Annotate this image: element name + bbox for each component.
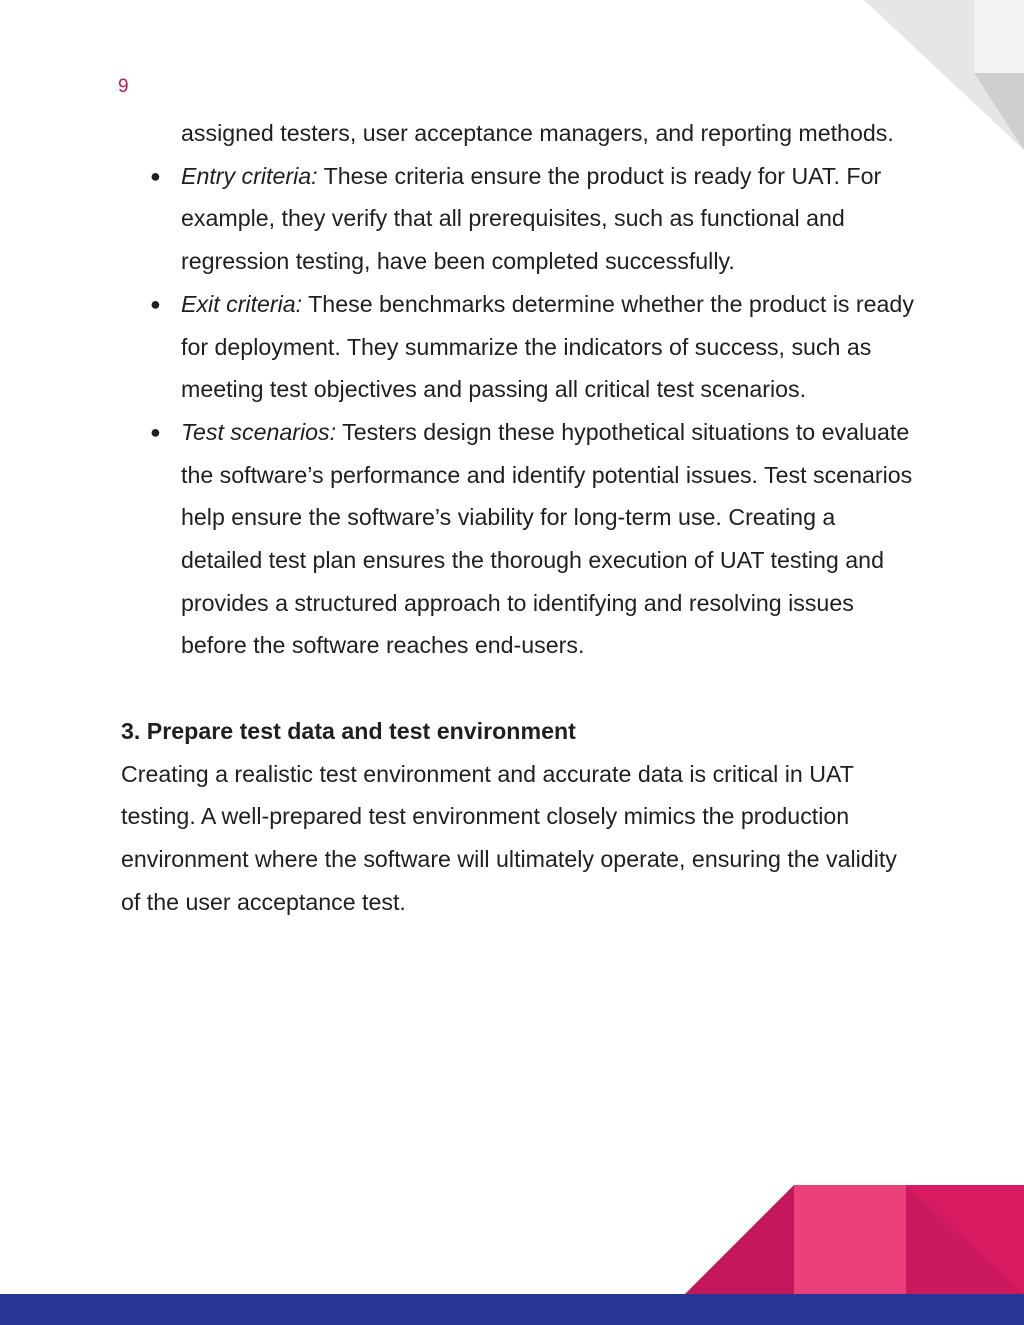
bullet-term: Test scenarios: [181, 418, 337, 445]
list-item [121, 155, 921, 283]
list-item [121, 411, 921, 667]
bullet-term: Exit criteria: [181, 290, 303, 317]
section-paragraph: Creating a realistic test environment and accurate data is critical in UAT testing. A well-prepared test environment closely mimics the production environment where the software will ultimately operate, ensuring the validity of the user acceptance test. [121, 760, 897, 915]
bullet-text: Testers design these hypothetical situations to evaluate the software’s performance and identify potential issues. Test scenarios help ensure the software’s viability for long-term use. Creating a detailed test plan ensures the thorough execution of UAT testing and provides a structured approach to identifying and resolving issues before the software reaches end-users. [181, 418, 913, 659]
footer-bar [0, 1294, 1024, 1325]
bullet-icon: ● [150, 165, 161, 186]
bullet-text: These benchmarks determine whether the product is ready for deployment. They summarize the indicators of success, such as meeting test objectives and passing all critical test scenarios. [181, 290, 914, 403]
list-item [121, 283, 921, 411]
bullet-text: These criteria ensure the product is ready for UAT. For example, they verify that all prerequisites, such as functional and regression testing, have been completed successfully. [181, 162, 882, 275]
bullet-term: Entry criteria: [181, 162, 318, 189]
bullet-list [121, 155, 921, 667]
bullet-icon: ● [150, 421, 161, 442]
continued-paragraph: assigned testers, user acceptance managers, and reporting methods. [181, 120, 894, 146]
page-number: 9 [118, 76, 129, 97]
document-body [121, 112, 921, 923]
bullet-icon: ● [150, 293, 161, 314]
section-heading: 3. Prepare test data and test environment [121, 717, 576, 744]
corner-decoration-bottom [684, 1185, 1024, 1295]
section-prepare-test-data [121, 710, 921, 924]
